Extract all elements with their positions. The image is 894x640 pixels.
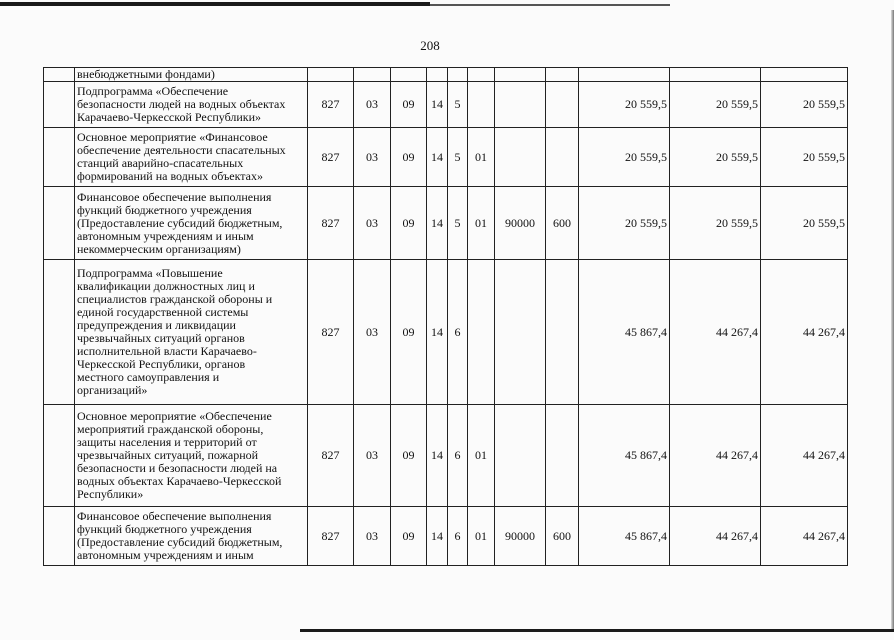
cell-expense-type: 600 xyxy=(546,507,579,566)
cell-name xyxy=(75,260,308,405)
cell-subprogram: 5 xyxy=(448,128,468,187)
cell-section: 03 xyxy=(354,260,391,405)
cell-sum-year2: 20 559,5 xyxy=(670,187,761,260)
cell-direction xyxy=(495,128,546,187)
cell-sum-year2: 20 559,5 xyxy=(670,82,761,128)
cell-program: 14 xyxy=(427,260,448,405)
cell-expense-type xyxy=(546,128,579,187)
cell-subprogram: 6 xyxy=(448,507,468,566)
cell-direction: 90000 xyxy=(495,507,546,566)
row-name-text: Подпрограмма «Обеспечение безопасности людей на водных объектах Карачаево-Черкесской Республики» xyxy=(77,84,286,124)
cell-section: 03 xyxy=(354,405,391,507)
cell-program: 14 xyxy=(427,405,448,507)
cell-program: 14 xyxy=(427,187,448,260)
cell-section: 03 xyxy=(354,128,391,187)
cell-name xyxy=(75,128,308,187)
cell-subsection: 09 xyxy=(391,82,427,128)
cell-sum-year1: 20 559,5 xyxy=(579,128,670,187)
cell-subsection: 09 xyxy=(391,260,427,405)
scan-border-bottom xyxy=(300,629,894,632)
row-name-text: Финансовое обеспечение выполнения функций бюджетного учреждения (Предоставление субсидий бюджетным, автономным учреждениям и иным некоммерческим организациям) xyxy=(77,189,283,256)
budget-table xyxy=(43,67,848,566)
cell-main-activity: 01 xyxy=(468,128,495,187)
cell-main-activity: 01 xyxy=(468,507,495,566)
cell-sum-year2: 20 559,5 xyxy=(670,128,761,187)
table-row xyxy=(44,128,848,187)
table-row xyxy=(44,507,848,566)
cell-ved: 827 xyxy=(308,507,354,566)
cell-program: 14 xyxy=(427,128,448,187)
cell-sum-year1: 45 867,4 xyxy=(579,405,670,507)
page-number: 208 xyxy=(420,38,440,53)
cell-subsection: 09 xyxy=(391,405,427,507)
cell-ved: 827 xyxy=(308,82,354,128)
row-marker-cell xyxy=(44,128,75,187)
row-marker-cell xyxy=(44,507,75,566)
table-row xyxy=(44,260,848,405)
scan-border-top xyxy=(0,2,430,6)
budget-table-body xyxy=(44,68,848,566)
cell-sum-year1: 20 559,5 xyxy=(579,82,670,128)
cell-subprogram: 6 xyxy=(448,405,468,507)
cell-main-activity: 01 xyxy=(468,405,495,507)
cell-name xyxy=(75,405,308,507)
cell-expense-type: 600 xyxy=(546,187,579,260)
cell-name xyxy=(75,82,308,128)
cell-sum-year3: 44 267,4 xyxy=(761,405,848,507)
cell-expense-type xyxy=(546,82,579,128)
cell-ved: 827 xyxy=(308,405,354,507)
cell-direction: 90000 xyxy=(495,187,546,260)
row-name-text: Основное мероприятие «Обеспечение мероприятий гражданской обороны, защиты населения и территорий от чрезвычайных ситуаций, пожарной безопасности и безопасности людей на водных объектах Карачаево-Черкесской Республики» xyxy=(77,409,282,501)
cell-ved: 827 xyxy=(308,187,354,260)
cell-sum-year2: 44 267,4 xyxy=(670,507,761,566)
row-name-text: внебюджетными фондами) xyxy=(77,67,215,81)
cell-ved: 827 xyxy=(308,260,354,405)
cell-section: 03 xyxy=(354,187,391,260)
cell-sum-year3: 44 267,4 xyxy=(761,507,848,566)
cell-main-activity xyxy=(468,68,495,82)
row-marker-cell xyxy=(44,68,75,82)
cell-sum-year1 xyxy=(579,68,670,82)
cell-main-activity xyxy=(468,82,495,128)
cell-expense-type xyxy=(546,68,579,82)
scan-border-top-thin xyxy=(430,4,670,6)
cell-subsection: 09 xyxy=(391,507,427,566)
cell-direction xyxy=(495,260,546,405)
cell-expense-type xyxy=(546,405,579,507)
row-marker-cell xyxy=(44,405,75,507)
cell-program: 14 xyxy=(427,507,448,566)
cell-program: 14 xyxy=(427,82,448,128)
cell-subprogram: 5 xyxy=(448,82,468,128)
cell-ved xyxy=(308,68,354,82)
cell-sum-year3: 20 559,5 xyxy=(761,82,848,128)
cell-program xyxy=(427,68,448,82)
row-name-text: Финансовое обеспечение выполнения функций бюджетного учреждения (Предоставление субсидий бюджетным, автономным учреждениям и иным xyxy=(77,509,283,562)
row-name-text: Подпрограмма «Повышение квалификации должностных лиц и специалистов гражданской обороны и единой государственной системы предупреждения и ликвидации чрезвычайных ситуаций органов исполнительной власти Карачаево- Черкесской Республики, органов местного самоуправления и организаций» xyxy=(77,266,273,397)
cell-sum-year2: 44 267,4 xyxy=(670,260,761,405)
cell-subsection xyxy=(391,68,427,82)
cell-sum-year1: 20 559,5 xyxy=(579,187,670,260)
row-marker-cell xyxy=(44,82,75,128)
cell-subprogram: 5 xyxy=(448,187,468,260)
cell-subprogram xyxy=(448,68,468,82)
cell-sum-year3: 20 559,5 xyxy=(761,128,848,187)
table-row xyxy=(44,405,848,507)
cell-sum-year1: 45 867,4 xyxy=(579,260,670,405)
cell-main-activity xyxy=(468,260,495,405)
cell-subsection: 09 xyxy=(391,187,427,260)
cell-name xyxy=(75,507,308,566)
row-name-text: Основное мероприятие «Финансовое обеспечение деятельности спасательных станций аварийно-спасательных формирований на водных объектах» xyxy=(77,130,286,183)
cell-direction xyxy=(495,405,546,507)
cell-sum-year1: 45 867,4 xyxy=(579,507,670,566)
row-marker-cell xyxy=(44,187,75,260)
cell-sum-year3: 20 559,5 xyxy=(761,187,848,260)
cell-subsection: 09 xyxy=(391,128,427,187)
cell-name xyxy=(75,187,308,260)
row-marker-cell xyxy=(44,260,75,405)
cell-sum-year2: 44 267,4 xyxy=(670,405,761,507)
cell-section: 03 xyxy=(354,82,391,128)
cell-subprogram: 6 xyxy=(448,260,468,405)
cell-ved: 827 xyxy=(308,128,354,187)
cell-sum-year2 xyxy=(670,68,761,82)
cell-direction xyxy=(495,82,546,128)
cell-sum-year3: 44 267,4 xyxy=(761,260,848,405)
table-row xyxy=(44,68,848,82)
cell-name xyxy=(75,68,308,82)
cell-expense-type xyxy=(546,260,579,405)
cell-sum-year3 xyxy=(761,68,848,82)
cell-section xyxy=(354,68,391,82)
table-row xyxy=(44,82,848,128)
cell-section: 03 xyxy=(354,507,391,566)
table-row xyxy=(44,187,848,260)
cell-direction xyxy=(495,68,546,82)
cell-main-activity: 01 xyxy=(468,187,495,260)
